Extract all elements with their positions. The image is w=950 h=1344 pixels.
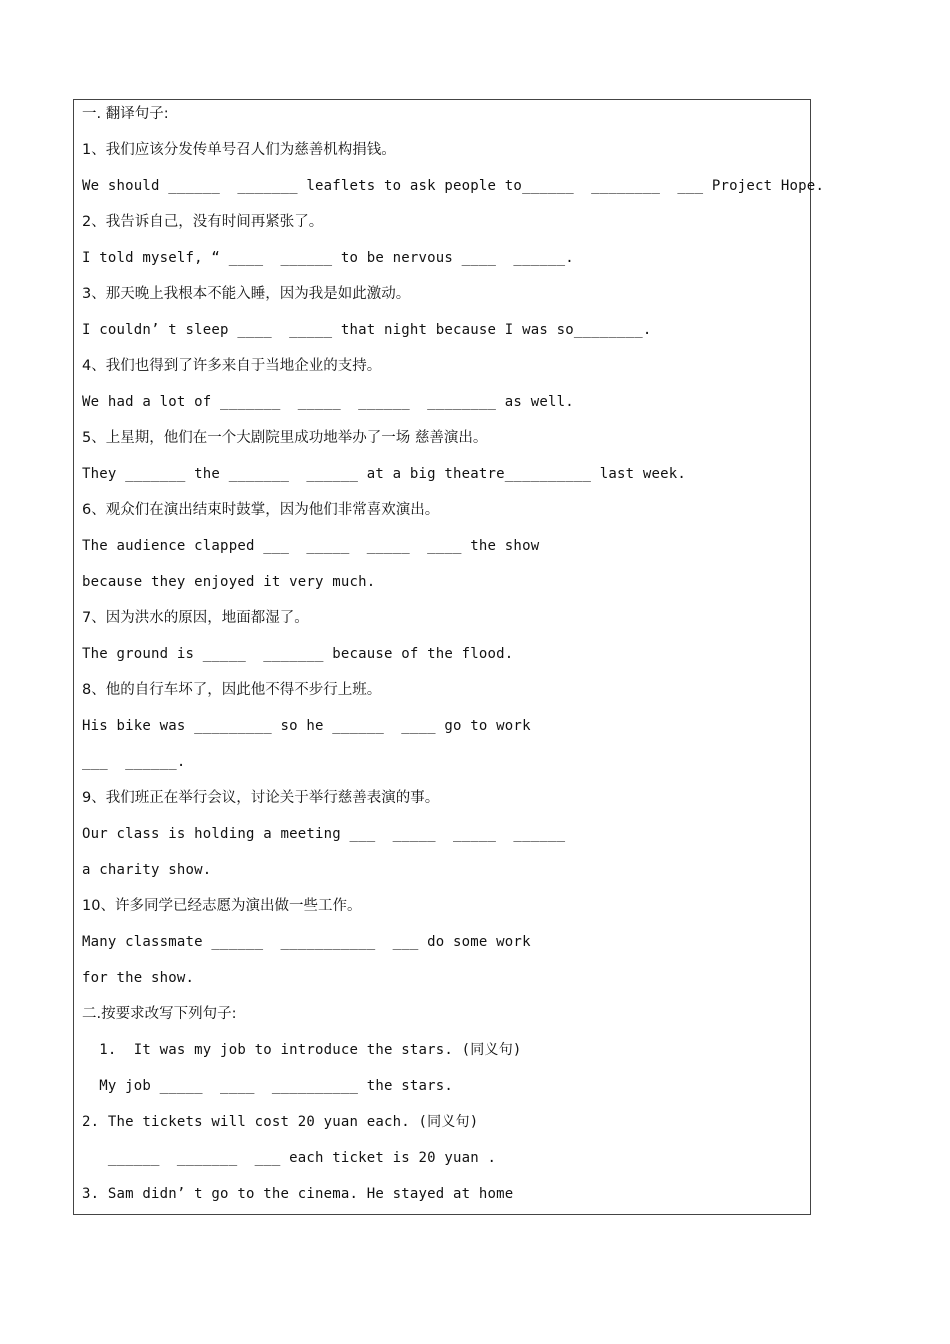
rewrite-line: My job _____ ____ __________ the stars. <box>82 1078 454 1094</box>
question-chinese: 7、因为洪水的原因，地面都湿了。 <box>82 610 309 626</box>
question-chinese: 9、我们班正在举行会议，讨论关于举行慈善表演的事。 <box>82 790 440 806</box>
answer-line-english: I couldn’ t sleep ____ _____ that night because I was so________. <box>82 322 652 338</box>
question-chinese: 1、我们应该分发传单号召人们为慈善机构捐钱。 <box>82 142 396 158</box>
answer-line-english: Many classmate ______ ___________ ___ do some work <box>82 934 531 950</box>
answer-line-english: a charity show. <box>82 862 212 878</box>
section-heading-rewrite: 二.按要求改写下列句子: <box>82 1006 237 1022</box>
answer-line-english: His bike was _________ so he ______ ____ go to work <box>82 718 531 734</box>
section-heading-translate: 一. 翻译句子: <box>82 106 169 122</box>
question-chinese: 2、我告诉自己，没有时间再紧张了。 <box>82 214 324 230</box>
answer-line-english: I told myself, “ ____ ______ to be nervous ____ ______. <box>82 250 574 266</box>
question-chinese: 3、那天晚上我根本不能入睡，因为我是如此激动。 <box>82 286 411 302</box>
answer-line-english: Our class is holding a meeting ___ _____ _____ ______ <box>82 826 566 842</box>
answer-line-english: ___ ______. <box>82 754 186 770</box>
answer-line-english: The audience clapped ___ _____ _____ ____ the show <box>82 538 540 554</box>
question-chinese: 8、他的自行车坏了，因此他不得不步行上班。 <box>82 682 382 698</box>
rewrite-line: 3. Sam didn’ t go to the cinema. He stayed at home <box>82 1186 514 1202</box>
question-chinese: 6、观众们在演出结束时鼓掌，因为他们非常喜欢演出。 <box>82 502 440 518</box>
question-chinese: 10、许多同学已经志愿为演出做一些工作。 <box>82 898 362 914</box>
question-chinese: 5、上星期，他们在一个大剧院里成功地举办了一场 慈善演出。 <box>82 430 488 446</box>
answer-line-english: They _______ the _______ ______ at a big theatre__________ last week. <box>82 466 687 482</box>
rewrite-line: 1. It was my job to introduce the stars. (同义句) <box>82 1042 522 1058</box>
question-chinese: 4、我们也得到了许多来自于当地企业的支持。 <box>82 358 382 374</box>
answer-line-english: We should ______ _______ leaflets to ask people to______ ________ ___ Project Hope. <box>82 178 825 194</box>
answer-line-english: We had a lot of _______ _____ ______ ________ as well. <box>82 394 574 410</box>
answer-line-english: for the show. <box>82 970 195 986</box>
answer-line-english: The ground is _____ _______ because of the flood. <box>82 646 514 662</box>
rewrite-line: 2. The tickets will cost 20 yuan each. (同义句) <box>82 1114 479 1130</box>
rewrite-line: ______ _______ ___ each ticket is 20 yuan . <box>82 1150 497 1166</box>
answer-line-english: because they enjoyed it very much. <box>82 574 376 590</box>
